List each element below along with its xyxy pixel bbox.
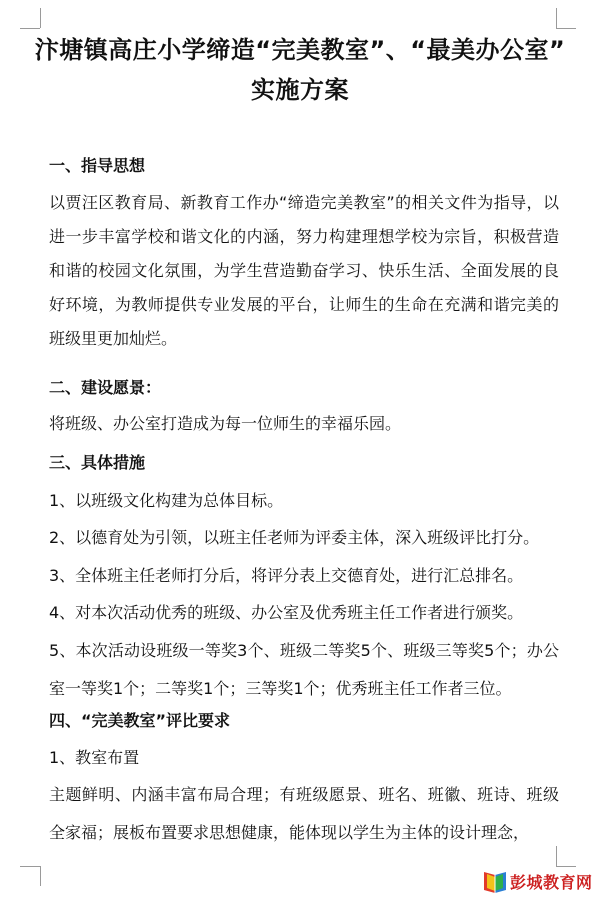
section-4-heading: 四、“完美教室”评比要求 — [49, 711, 231, 730]
section-4-paragraph: 主题鲜明、内涵丰富布局合理；有班级愿景、班名、班徽、班诗、班级全家福；展板布置要求思想健康，能体现以学生为主体的设计理念， — [49, 785, 559, 842]
section-3-item-5: 5、本次活动设班级一等奖3个、班级二等奖5个、班级三等奖5个；办公室一等奖1个；二等奖1个；三等奖1个；优秀班主任工作者三位。 — [49, 641, 559, 698]
section-4-subheading-1: 1、教室布置 — [49, 748, 140, 767]
watermark-text: 彭城教育网 — [510, 873, 593, 892]
section-1-paragraph: 以贾汪区教育局、新教育工作办“缔造完美教室”的相关文件为指导，以进一步丰富学校和谐文化的内涵，努力构建理想学校为宗旨，积极营造和谐的校园文化氛围，为学生营造勤奋学习、快乐生活、全面发展的良好环境，为教师提供专业发展的平台，让师生的生命在充满和谐完美的班级里更加灿烂。 — [49, 193, 559, 348]
section-3-item-1: 1、以班级文化构建为总体目标。 — [49, 491, 284, 510]
section-1-heading: 一、指导思想 — [49, 156, 146, 175]
document-title-line-2: 实施方案 — [251, 76, 349, 104]
section-2-heading: 二、建设愿景： — [49, 378, 162, 397]
section-2-paragraph: 将班级、办公室打造成为每一位师生的幸福乐园。 — [49, 414, 402, 433]
book-logo-icon — [482, 871, 508, 895]
section-3-item-4: 4、对本次活动优秀的班级、办公室及优秀班主任工作者进行颁奖。 — [49, 603, 524, 622]
section-3-heading: 三、具体措施 — [49, 453, 146, 472]
watermark-logo — [470, 868, 598, 898]
section-3-item-2: 2、以德育处为引领，以班主任老师为评委主体，深入班级评比打分。 — [49, 528, 540, 547]
section-3-item-3: 3、全体班主任老师打分后，将评分表上交德育处，进行汇总排名。 — [49, 566, 524, 585]
document-title-line-1: 汴塘镇高庄小学缔造“完美教室”、“最美办公室” — [34, 36, 566, 64]
